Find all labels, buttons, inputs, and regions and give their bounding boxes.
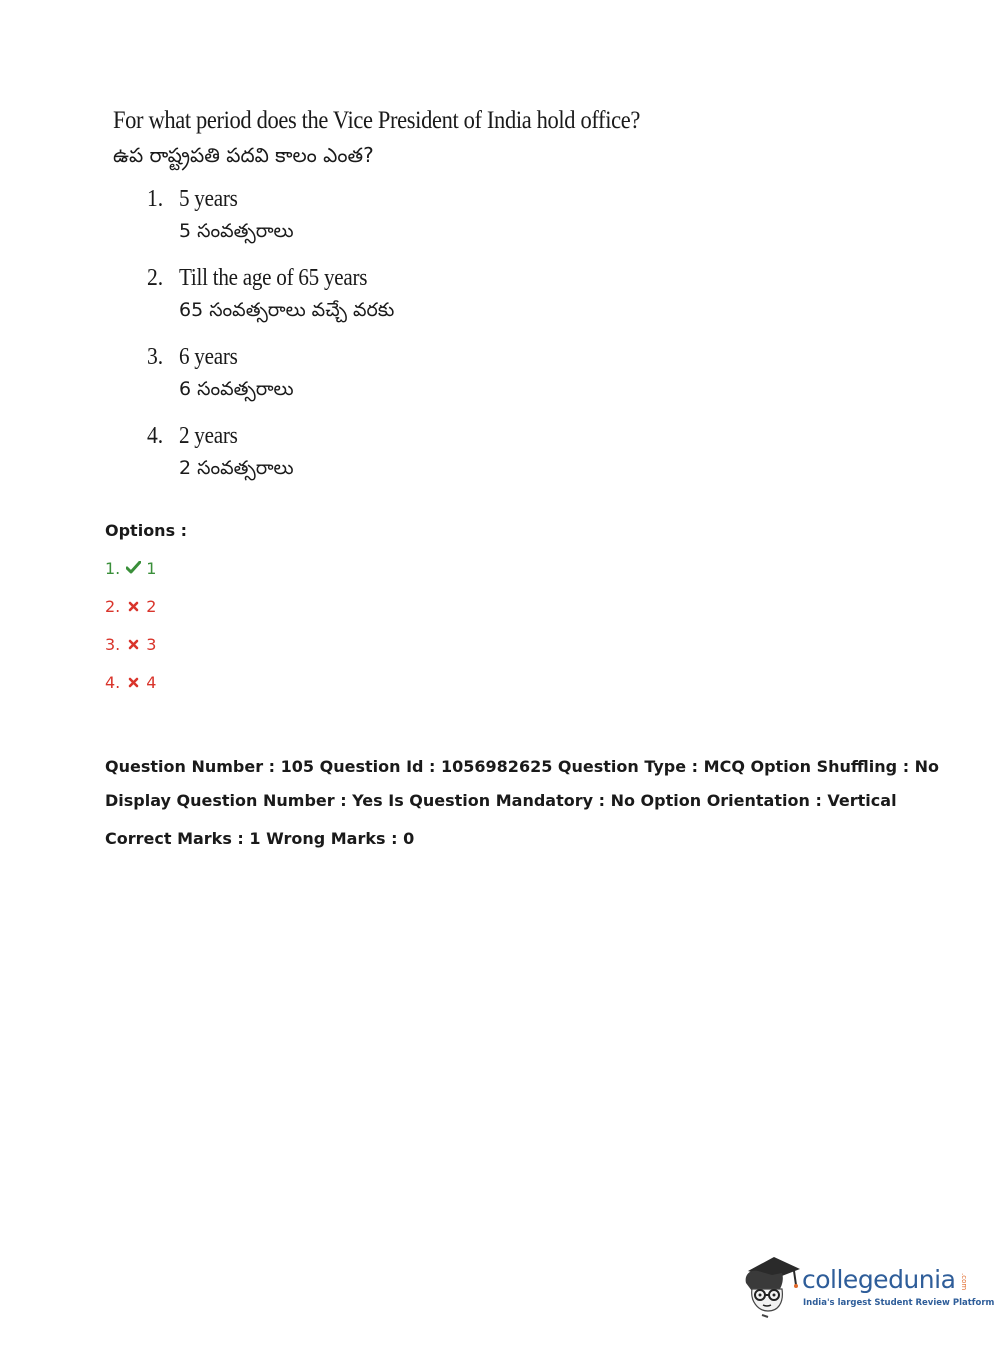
option-item-2 <box>105 597 156 616</box>
choice-text-english: 5 years <box>179 186 238 212</box>
mascot-icon <box>742 1249 804 1319</box>
option-value: 3 <box>146 635 157 654</box>
question-meta-line-1: Question Number : 105 Question Id : 1056982625 Question Type : MCQ Option Shuffling : No <box>105 757 940 776</box>
option-item-4 <box>105 673 156 692</box>
choice-number: 4. <box>147 423 164 449</box>
question-block <box>113 104 733 170</box>
choice-number: 2. <box>147 265 164 291</box>
option-number: 4. <box>105 673 121 692</box>
choice-text-english: 6 years <box>179 344 238 370</box>
logo-suffix: .com <box>960 1273 968 1291</box>
question-meta-line-3: Correct Marks : 1 Wrong Marks : 0 <box>105 829 415 848</box>
option-value: 4 <box>146 673 157 692</box>
question-text-telugu: ఉప రాష్ట్రపతి పదవి కాలం ఎంత? <box>113 143 374 167</box>
option-value: 1 <box>146 559 157 578</box>
cross-icon <box>125 598 141 616</box>
choice-number: 1. <box>147 186 164 212</box>
question-meta-line-2: Display Question Number : Yes Is Question Mandatory : No Option Orientation : Vertical <box>105 791 897 810</box>
choice-text-telugu: 5 సంవత్సరాలు <box>179 220 294 242</box>
cross-icon <box>125 636 141 654</box>
collegedunia-logo <box>742 1249 995 1319</box>
option-number: 3. <box>105 635 121 654</box>
option-item-1 <box>105 559 156 578</box>
logo-brand-text: collegedunia <box>802 1265 956 1294</box>
question-text-english: For what period does the Vice President of India hold office? <box>113 107 640 134</box>
choice-text-telugu: 2 సంవత్సరాలు <box>179 457 294 479</box>
choice-text-telugu: 6 సంవత్సరాలు <box>179 378 294 400</box>
choice-text-english: Till the age of 65 years <box>179 265 368 291</box>
option-item-3 <box>105 635 156 654</box>
option-value: 2 <box>146 597 157 616</box>
choice-number: 3. <box>147 344 164 370</box>
check-icon <box>125 560 141 578</box>
option-number: 1. <box>105 559 121 578</box>
choice-text-english: 2 years <box>179 423 238 449</box>
options-heading: Options : <box>105 521 188 540</box>
logo-tagline: India's largest Student Review Platform <box>803 1298 995 1308</box>
cross-icon <box>125 674 141 692</box>
choice-text-telugu: 65 సంవత్సరాలు వచ్చే వరకు <box>179 299 395 321</box>
option-number: 2. <box>105 597 121 616</box>
